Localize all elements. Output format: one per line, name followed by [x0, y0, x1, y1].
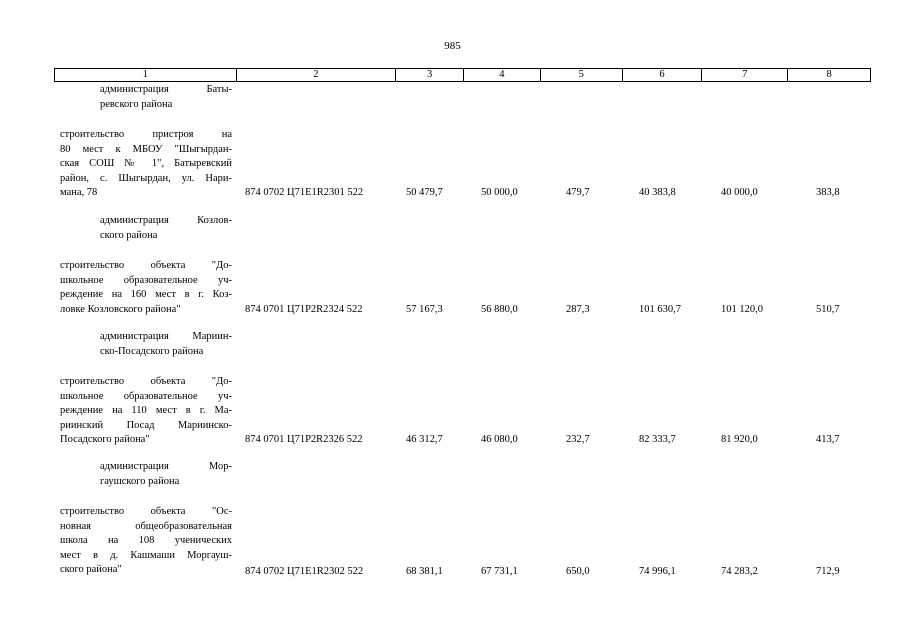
description-line: Посадского района": [60, 434, 150, 446]
value-col8: 510,7: [816, 304, 840, 315]
budget-code: 874 0701 Ц71Р2R2326 522: [245, 434, 363, 445]
description-line: 80 мест к МБОУ "Шыгырдан-: [60, 143, 232, 155]
budget-code: 874 0702 Ц71Е1R2301 522: [245, 187, 364, 198]
value-col8: 413,7: [816, 434, 840, 445]
description-line: ловке Козловского района": [60, 303, 181, 315]
description-line: строительство пристроя на: [60, 129, 232, 140]
value-col5: 287,3: [566, 304, 590, 315]
table-row: [54, 185, 871, 200]
value-col3: 50 479,7: [406, 187, 443, 198]
value-col7: 40 000,0: [721, 187, 758, 198]
description-line: строительство объекта "До-: [60, 376, 232, 387]
table-row: [54, 432, 871, 447]
administration-name: [60, 214, 232, 243]
description-line: ского района": [60, 564, 122, 576]
description-line: новная общеобразовательная: [60, 520, 232, 532]
value-col8: 712,9: [816, 566, 840, 577]
value-col4: 67 731,1: [481, 566, 518, 577]
budget-code: 874 0702 Ц71Е1R2302 522: [245, 566, 364, 577]
administration-line: гаушского района: [100, 475, 180, 487]
column-header-3: 3: [396, 69, 464, 81]
value-col7: 101 120,0: [721, 304, 763, 315]
administration-line: администрация Козлов-: [100, 215, 232, 226]
value-col3: 68 381,1: [406, 566, 443, 577]
budget-code: 874 0701 Ц71Р2R2324 522: [245, 304, 363, 315]
table-header-row: [54, 68, 871, 82]
column-header-1: 1: [55, 69, 237, 81]
value-col4: 46 080,0: [481, 434, 518, 445]
description-line: мана, 78: [60, 187, 98, 199]
description-line: школа на 108 ученических: [60, 535, 232, 547]
description-line: район, с. Шыгырдан, ул. Нари-: [60, 172, 232, 184]
value-col7: 81 920,0: [721, 434, 758, 445]
value-col3: 57 167,3: [406, 304, 443, 315]
column-header-4: 4: [464, 69, 541, 81]
description-line: строительство объекта "До-: [60, 260, 232, 271]
value-col5: 232,7: [566, 434, 590, 445]
administration-line: администрация Мариин-: [100, 331, 232, 342]
administration-line: администрация Мор-: [100, 461, 232, 472]
value-col4: 50 000,0: [481, 187, 518, 198]
description-line: строительство объекта "Ос-: [60, 506, 232, 517]
value-col5: 479,7: [566, 187, 590, 198]
value-col6: 40 383,8: [639, 187, 676, 198]
value-col6: 82 333,7: [639, 434, 676, 445]
description-line: мест в д. Кашмаши Моргауш-: [60, 549, 232, 561]
description-line: реждение на 160 мест в г. Коз-: [60, 289, 232, 301]
administration-line: администрация Баты-: [100, 84, 232, 95]
administration-line: ско-Посадского района: [100, 345, 204, 357]
column-header-7: 7: [702, 69, 788, 81]
column-header-8: 8: [826, 69, 832, 80]
column-header-6: 6: [623, 69, 703, 81]
administration-line: ского района: [100, 229, 158, 241]
description-line: школьное образовательное уч-: [60, 390, 232, 402]
value-col5: 650,0: [566, 566, 590, 577]
administration-name: [60, 330, 232, 359]
table-row: [54, 564, 871, 579]
value-col7: 74 283,2: [721, 566, 758, 577]
table-row: [54, 302, 871, 317]
description-line: реждение на 110 мест в г. Ма-: [60, 405, 232, 417]
description-line: школьное образовательное уч-: [60, 274, 232, 286]
value-col6: 101 630,7: [639, 304, 681, 315]
page-number: 985: [444, 40, 461, 52]
administration-line: ревского района: [100, 98, 173, 110]
column-header-5: 5: [541, 69, 623, 81]
description-line: ская СОШ № 1", Батыревский: [60, 158, 232, 170]
value-col6: 74 996,1: [639, 566, 676, 577]
column-header-2: 2: [237, 69, 397, 81]
administration-name: [60, 83, 232, 112]
value-col3: 46 312,7: [406, 434, 443, 445]
description-line: риинский Посад Мариинско-: [60, 419, 232, 431]
value-col4: 56 880,0: [481, 304, 518, 315]
value-col8: 383,8: [816, 187, 840, 198]
administration-name: [60, 460, 232, 489]
